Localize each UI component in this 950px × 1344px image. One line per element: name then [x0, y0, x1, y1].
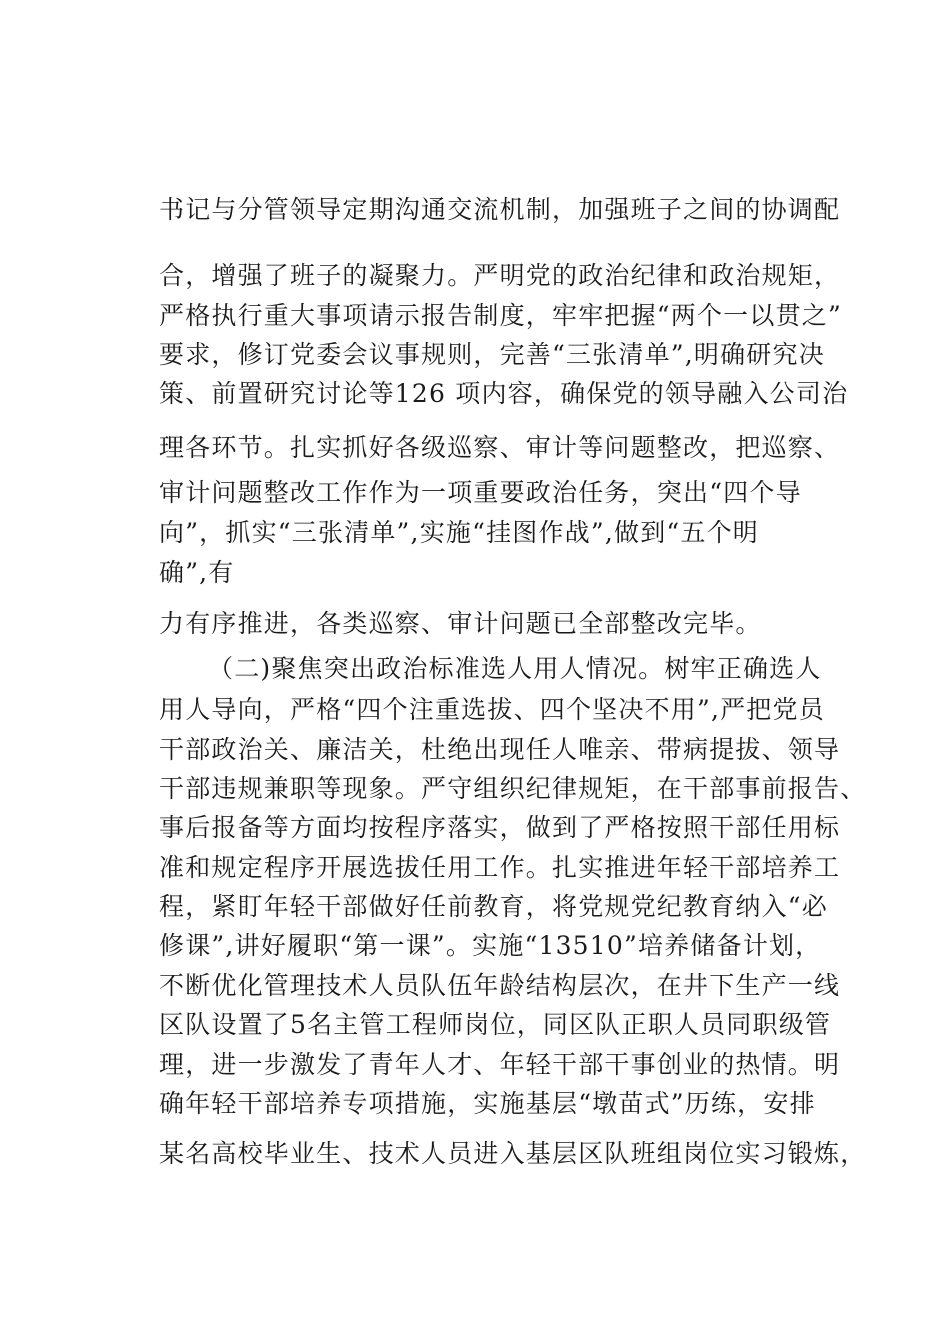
text-line: 书记与分管领导定期沟通交流机制，加强班子之间的协调配	[159, 195, 841, 224]
text-line: 审计问题整改工作作为一项重要政治任务，突出“四个导	[159, 478, 802, 507]
text-line: 理，进一步激发了青年人才、年轻干部干事创业的热情。明	[159, 1050, 841, 1079]
text-line: 确年轻干部培养专项措施，实施基层“墩苗式”历练，安排	[159, 1089, 816, 1118]
text-line: 确”,有	[159, 558, 235, 587]
text-line: 事后报备等方面均按程序落实，做到了严格按照干部任用标	[159, 813, 841, 842]
text-line: 区队设置了5名主管工程师岗位，同区队正职人员同职级管	[159, 1010, 832, 1039]
text-line: 修课”,讲好履职“第一课”。实施“13510”培养储备计划，	[159, 931, 822, 960]
text-line: 力有序推进，各类巡察、审计问题已全部整改完毕。	[159, 609, 762, 638]
text-line: 理各环节。扎实抓好各级巡察、审计等问题整改，把巡察、	[159, 433, 841, 462]
text-line: 干部违规兼职等现象。严守组织纪律规矩，在干部事前报告、	[159, 774, 867, 803]
text-line: 策、前置研究讨论等126 项内容，确保党的领导融入公司治	[159, 379, 849, 408]
section-heading-line: （二)聚焦突出政治标准选人用人情况。树牢正确选人	[208, 654, 822, 683]
text-line: 要求，修订党委会议事规则，完善“三张清单”,明确研究决	[159, 340, 825, 369]
text-line: 合，增强了班子的凝聚力。严明党的政治纪律和政治规矩，	[159, 261, 841, 290]
text-line: 向”，抓实“三张清单”,实施“挂图作战”,做到“五个明	[159, 518, 759, 547]
text-line: 严格执行重大事项请示报告制度，牢牢把握“两个一以贯之”	[159, 301, 842, 330]
text-line: 用人导向，严格“四个注重选拔、四个坚决不用”,严把党员	[159, 695, 825, 724]
text-line: 不断优化管理技术人员队伍年龄结构层次，在井下生产一线	[159, 971, 841, 1000]
text-line: 程，紧盯年轻干部做好任前教育，将党规党纪教育纳入“必	[159, 892, 828, 921]
text-line: 某名高校毕业生、技术人员进入基层区队班组岗位实习锻炼，	[159, 1139, 867, 1168]
text-line: 干部政治关、廉洁关，杜绝出现任人唯亲、带病提拔、领导	[159, 735, 841, 764]
text-line: 准和规定程序开展选拔任用工作。扎实推进年轻干部培养工	[159, 853, 841, 882]
